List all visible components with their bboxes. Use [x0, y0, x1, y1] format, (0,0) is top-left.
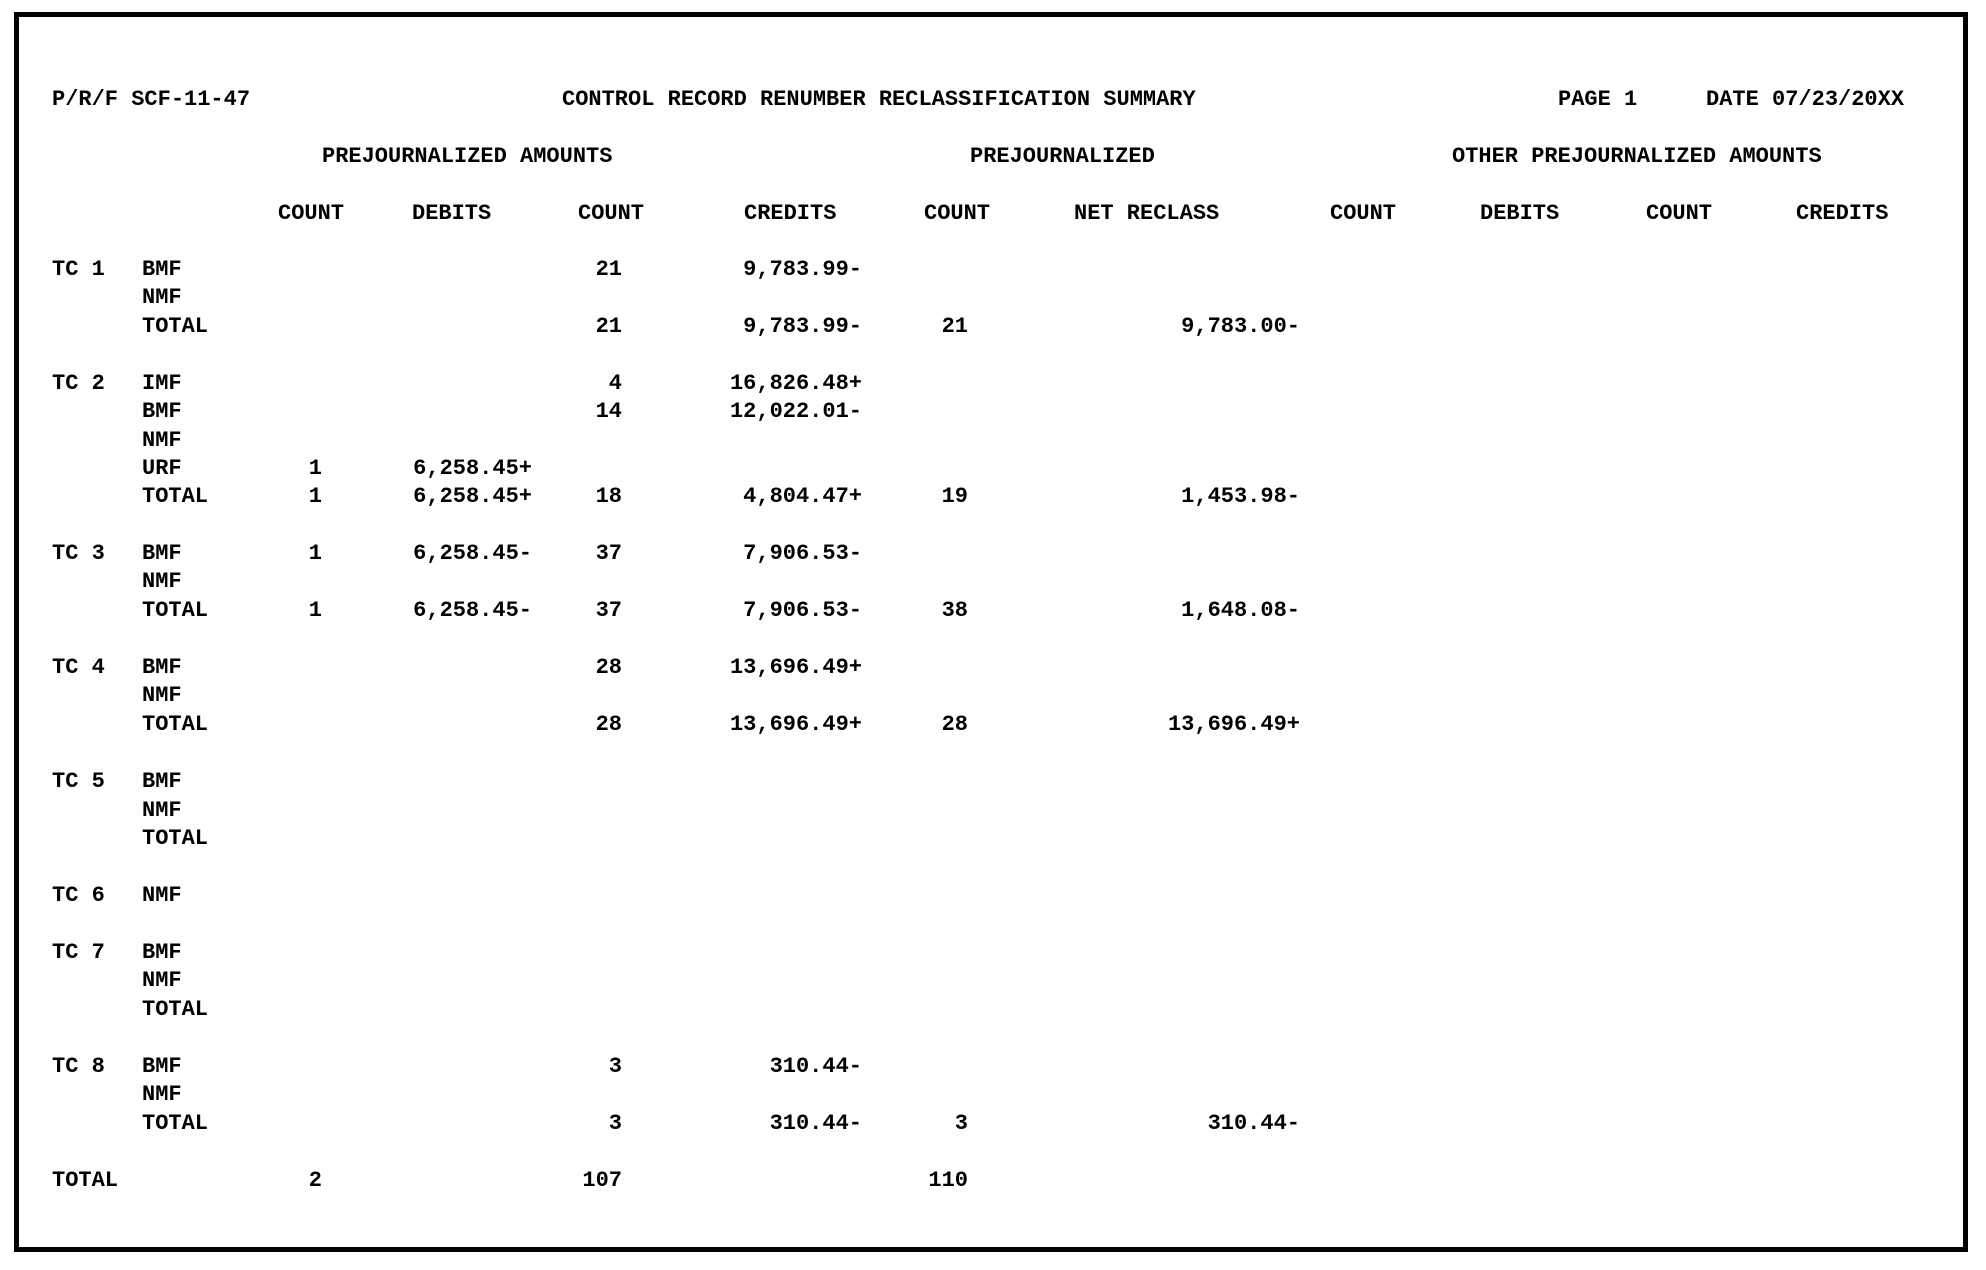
file-type: BMF [142, 769, 182, 794]
column-header-count-1: COUNT [278, 201, 345, 226]
column-header-count-3: COUNT [924, 201, 991, 226]
credits-1: 13,696.49+ [729, 712, 862, 737]
file-type: URF [142, 456, 182, 481]
net-reclass: 13,696.49+ [1167, 712, 1300, 737]
net-reclass: 1,648.08- [1181, 598, 1300, 623]
credits-1: 7,906.53- [743, 541, 862, 566]
group-other-prejournalized-amounts: OTHER PREJOURNALIZED AMOUNTS [1452, 144, 1822, 169]
count-1: 1 [308, 541, 322, 566]
tc-code: TC 8 [52, 1054, 105, 1079]
count-3: 38 [941, 598, 968, 623]
count-2: 37 [595, 541, 622, 566]
column-header-count-5: COUNT [1646, 201, 1713, 226]
group-prejournalized-amounts: PREJOURNALIZED AMOUNTS [322, 144, 613, 169]
file-type: BMF [142, 940, 182, 965]
file-type: TOTAL [142, 1111, 209, 1136]
tc-code: TC 5 [52, 769, 105, 794]
file-type: TOTAL [142, 314, 209, 339]
tc-code: TC 7 [52, 940, 105, 965]
file-type: BMF [142, 399, 182, 424]
credits-1: 9,783.99- [743, 257, 862, 282]
grand-total-count-3: 110 [928, 1168, 968, 1193]
tc-code: TC 3 [52, 541, 105, 566]
file-type: NMF [142, 285, 182, 310]
file-type: NMF [142, 683, 182, 708]
count-2: 14 [595, 399, 622, 424]
debits-1: 6,258.45- [413, 541, 532, 566]
count-2: 18 [595, 484, 622, 509]
count-3: 3 [954, 1111, 968, 1136]
column-header-net-reclass: NET RECLASS [1074, 201, 1220, 226]
file-type: NMF [142, 1082, 182, 1107]
column-header-debits-2: DEBITS [1480, 201, 1560, 226]
tc-code: TC 4 [52, 655, 105, 680]
file-type: NMF [142, 883, 182, 908]
credits-1: 12,022.01- [729, 399, 862, 424]
count-1: 1 [308, 598, 322, 623]
report-date: DATE 07/23/20XX [1706, 87, 1905, 112]
grand-total-count-1: 2 [308, 1168, 322, 1193]
count-2: 21 [595, 314, 622, 339]
file-type: TOTAL [142, 712, 209, 737]
grand-total-count-2: 107 [582, 1168, 622, 1193]
tc-code: TC 1 [52, 257, 105, 282]
file-type: NMF [142, 428, 182, 453]
report-id: P/R/F SCF-11-47 [52, 87, 251, 112]
report-frame [14, 12, 1968, 1252]
file-type: BMF [142, 541, 182, 566]
debits-1: 6,258.45+ [413, 456, 532, 481]
tc-code: TC 6 [52, 883, 105, 908]
file-type: BMF [142, 655, 182, 680]
debits-1: 6,258.45- [413, 598, 532, 623]
count-2: 37 [595, 598, 622, 623]
credits-1: 310.44- [769, 1054, 862, 1079]
count-2: 3 [608, 1054, 622, 1079]
debits-1: 6,258.45+ [413, 484, 532, 509]
report-title: CONTROL RECORD RENUMBER RECLASSIFICATION SUMMARY [562, 87, 1196, 112]
credits-1: 4,804.47+ [743, 484, 862, 509]
page-number: PAGE 1 [1558, 87, 1638, 112]
count-2: 28 [595, 655, 622, 680]
file-type: TOTAL [142, 997, 209, 1022]
credits-1: 16,826.48+ [729, 371, 862, 396]
count-2: 3 [608, 1111, 622, 1136]
credits-1: 310.44- [769, 1111, 862, 1136]
file-type: NMF [142, 569, 182, 594]
column-header-count-4: COUNT [1330, 201, 1397, 226]
file-type: IMF [142, 371, 182, 396]
net-reclass: 9,783.00- [1181, 314, 1300, 339]
credits-1: 9,783.99- [743, 314, 862, 339]
column-header-credits-1: CREDITS [744, 201, 837, 226]
count-3: 21 [941, 314, 968, 339]
column-header-credits-2: CREDITS [1796, 201, 1889, 226]
count-3: 19 [941, 484, 968, 509]
file-type: BMF [142, 1054, 182, 1079]
count-2: 4 [608, 371, 622, 396]
file-type: NMF [142, 968, 182, 993]
credits-1: 13,696.49+ [729, 655, 862, 680]
file-type: TOTAL [142, 826, 209, 851]
file-type: TOTAL [142, 484, 209, 509]
count-1: 1 [308, 456, 322, 481]
count-1: 1 [308, 484, 322, 509]
file-type: BMF [142, 257, 182, 282]
grand-total-label: TOTAL [52, 1168, 119, 1193]
count-2: 28 [595, 712, 622, 737]
tc-code: TC 2 [52, 371, 105, 396]
column-header-count-2: COUNT [578, 201, 645, 226]
file-type: TOTAL [142, 598, 209, 623]
count-3: 28 [941, 712, 968, 737]
net-reclass: 1,453.98- [1181, 484, 1300, 509]
count-2: 21 [595, 257, 622, 282]
file-type: NMF [142, 798, 182, 823]
net-reclass: 310.44- [1207, 1111, 1300, 1136]
credits-1: 7,906.53- [743, 598, 862, 623]
group-prejournalized: PREJOURNALIZED [970, 144, 1155, 169]
column-header-debits-1: DEBITS [412, 201, 492, 226]
